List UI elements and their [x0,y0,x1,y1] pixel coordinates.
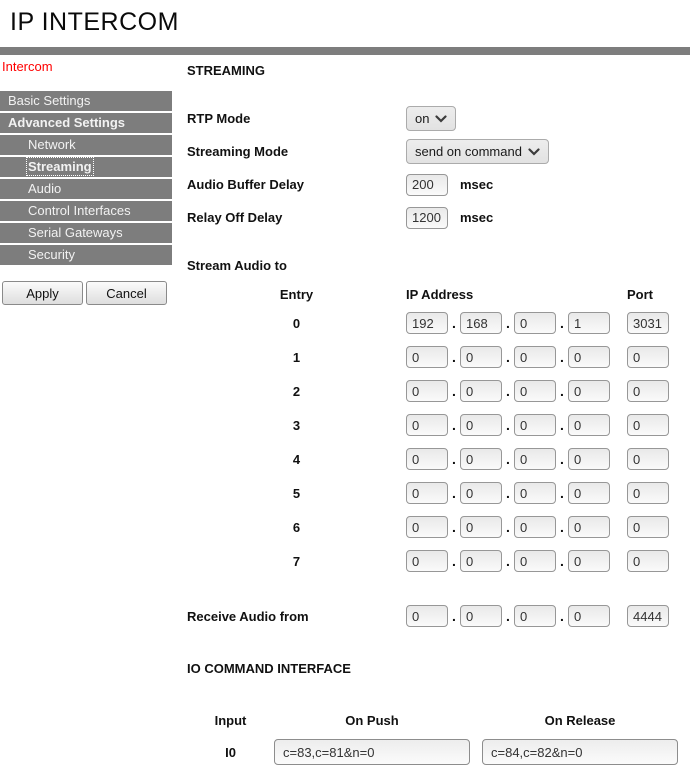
octet-separator: . [452,485,456,501]
ip-octet-input[interactable] [568,516,610,538]
octet-separator: . [452,553,456,569]
octet-separator: . [506,608,510,624]
streaming-mode-row [187,139,690,164]
ip-octet-input[interactable] [460,605,502,627]
sidebar-item-audio[interactable]: Audio [0,179,172,199]
sidebar-nav [0,91,172,265]
octet-separator: . [560,349,564,365]
sidebar [0,55,172,305]
ip-octet-input[interactable] [460,482,502,504]
port-input[interactable] [627,448,669,470]
octet-separator: . [560,553,564,569]
sidebar-item-control-interfaces[interactable]: Control Interfaces [0,201,172,221]
port-input[interactable] [627,516,669,538]
stream-audio-row [187,448,690,470]
audio-buffer-delay-input[interactable] [406,174,448,196]
sidebar-item-streaming[interactable]: Streaming [0,157,172,177]
ip-octet-input[interactable] [568,550,610,572]
relay-off-delay-label: Relay Off Delay [187,210,283,225]
entry-column-header: Entry [279,287,314,302]
ip-address-group [406,516,610,538]
stream-audio-row [187,550,690,572]
ip-octet-input[interactable] [514,482,556,504]
octet-separator: . [506,485,510,501]
intercom-home-link[interactable]: Intercom [2,59,53,74]
port-input[interactable] [627,550,669,572]
octet-separator: . [560,451,564,467]
octet-separator: . [452,608,456,624]
sidebar-item-security[interactable]: Security [0,245,172,265]
streaming-section-title: STREAMING [187,63,265,78]
ip-octet-input[interactable] [514,346,556,368]
io-command-row [187,739,690,765]
ip-octet-input[interactable] [460,550,502,572]
ip-address-group [406,380,610,402]
relay-off-delay-row [187,205,690,230]
stream-audio-rows [187,312,690,572]
octet-separator: . [506,315,510,331]
chevron-down-icon [528,144,540,159]
port-input[interactable] [627,380,669,402]
ip-octet-input[interactable] [568,414,610,436]
ip-octet-input[interactable] [568,482,610,504]
on-push-input[interactable] [274,739,470,765]
ip-octet-input[interactable] [460,312,502,334]
header-divider [0,47,690,55]
octet-separator: . [560,485,564,501]
stream-audio-to-label: Stream Audio to [187,258,287,273]
octet-separator: . [452,417,456,433]
receive-port-input[interactable] [627,605,669,627]
ip-octet-input[interactable] [406,550,448,572]
cancel-button[interactable]: Cancel [86,281,167,305]
port-input[interactable] [627,312,669,334]
relay-off-delay-unit: msec [460,210,494,225]
ip-octet-input[interactable] [568,380,610,402]
octet-separator: . [506,383,510,399]
entry-label: 2 [292,383,301,399]
page-title: IP INTERCOM [10,8,179,36]
stream-table-header [187,287,690,302]
rtp-mode-label: RTP Mode [187,111,251,126]
ip-octet-input[interactable] [406,605,448,627]
audio-buffer-delay-label: Audio Buffer Delay [187,177,305,192]
input-column-header: Input [214,713,247,728]
entry-label: 7 [292,553,301,569]
octet-separator: . [452,451,456,467]
ip-address-group [406,482,610,504]
ip-address-column-header: IP Address [406,287,474,302]
port-input[interactable] [627,346,669,368]
stream-audio-row [187,346,690,368]
ip-address-group [406,312,610,334]
ip-octet-input[interactable] [568,312,610,334]
rtp-mode-select[interactable] [406,106,456,131]
ip-octet-input[interactable] [406,516,448,538]
octet-separator: . [560,315,564,331]
audio-buffer-delay-row [187,172,690,197]
ip-octet-input[interactable] [514,414,556,436]
ip-address-group [406,414,610,436]
io-section-title: IO COMMAND INTERFACE [187,661,351,676]
receive-audio-label: Receive Audio from [187,608,309,624]
ip-octet-input[interactable] [406,482,448,504]
entry-label: 1 [292,349,301,365]
entry-label: 4 [292,451,301,467]
ip-octet-input[interactable] [406,312,448,334]
rtp-mode-row [187,106,690,131]
entry-label: 5 [292,485,301,501]
ip-octet-input[interactable] [568,605,610,627]
ip-address-group [406,346,610,368]
ip-address-group [406,448,610,470]
ip-octet-input[interactable] [406,380,448,402]
chevron-down-icon [435,111,447,126]
octet-separator: . [452,315,456,331]
octet-separator: . [506,451,510,467]
sidebar-item-network[interactable]: Network [0,135,172,155]
port-column-header: Port [627,287,653,302]
octet-separator: . [452,519,456,535]
rtp-mode-value: on [415,111,430,126]
ip-octet-input[interactable] [406,414,448,436]
octet-separator: . [560,417,564,433]
ip-octet-input[interactable] [406,346,448,368]
sidebar-buttons [0,281,172,305]
entry-label: 0 [292,315,301,331]
streaming-mode-label: Streaming Mode [187,144,289,159]
octet-separator: . [506,519,510,535]
on-push-column-header: On Push [345,713,399,728]
stream-audio-row [187,312,690,334]
sidebar-item-advanced-settings[interactable]: Advanced Settings [0,113,172,133]
octet-separator: . [506,553,510,569]
io-input-label: I0 [225,744,236,760]
ip-octet-input[interactable] [568,448,610,470]
sidebar-item-basic-settings[interactable]: Basic Settings [0,91,172,111]
ip-address-group [406,550,610,572]
entry-label: 3 [292,417,301,433]
receive-audio-row [187,605,690,627]
ip-octet-input[interactable] [460,346,502,368]
ip-octet-input[interactable] [514,550,556,572]
port-input[interactable] [627,482,669,504]
main-content [187,55,690,765]
layout [0,55,690,765]
streaming-mode-value: send on command [415,144,522,159]
on-release-column-header: On Release [544,713,616,728]
ip-octet-input[interactable] [460,414,502,436]
streaming-mode-select[interactable] [406,139,549,164]
audio-buffer-delay-unit: msec [460,177,494,192]
octet-separator: . [560,383,564,399]
apply-button[interactable]: Apply [2,281,83,305]
stream-audio-row [187,414,690,436]
stream-audio-row [187,516,690,538]
on-release-input[interactable] [482,739,678,765]
ip-octet-input[interactable] [514,380,556,402]
entry-label: 6 [292,519,301,535]
ip-octet-input[interactable] [460,516,502,538]
ip-octet-input[interactable] [514,448,556,470]
octet-separator: . [560,608,564,624]
ip-octet-input[interactable] [514,516,556,538]
octet-separator: . [506,417,510,433]
octet-separator: . [560,519,564,535]
sidebar-item-serial-gateways[interactable]: Serial Gateways [0,223,172,243]
relay-off-delay-input[interactable] [406,207,448,229]
ip-octet-input[interactable] [460,448,502,470]
stream-audio-row [187,380,690,402]
octet-separator: . [506,349,510,365]
octet-separator: . [452,349,456,365]
ip-octet-input[interactable] [406,448,448,470]
ip-octet-input[interactable] [460,380,502,402]
io-table-header [187,713,690,728]
octet-separator: . [452,383,456,399]
ip-octet-input[interactable] [568,346,610,368]
port-input[interactable] [627,414,669,436]
ip-intercom-page [0,8,690,765]
receive-ip-address-group [406,605,610,627]
ip-octet-input[interactable] [514,312,556,334]
ip-octet-input[interactable] [514,605,556,627]
stream-audio-row [187,482,690,504]
